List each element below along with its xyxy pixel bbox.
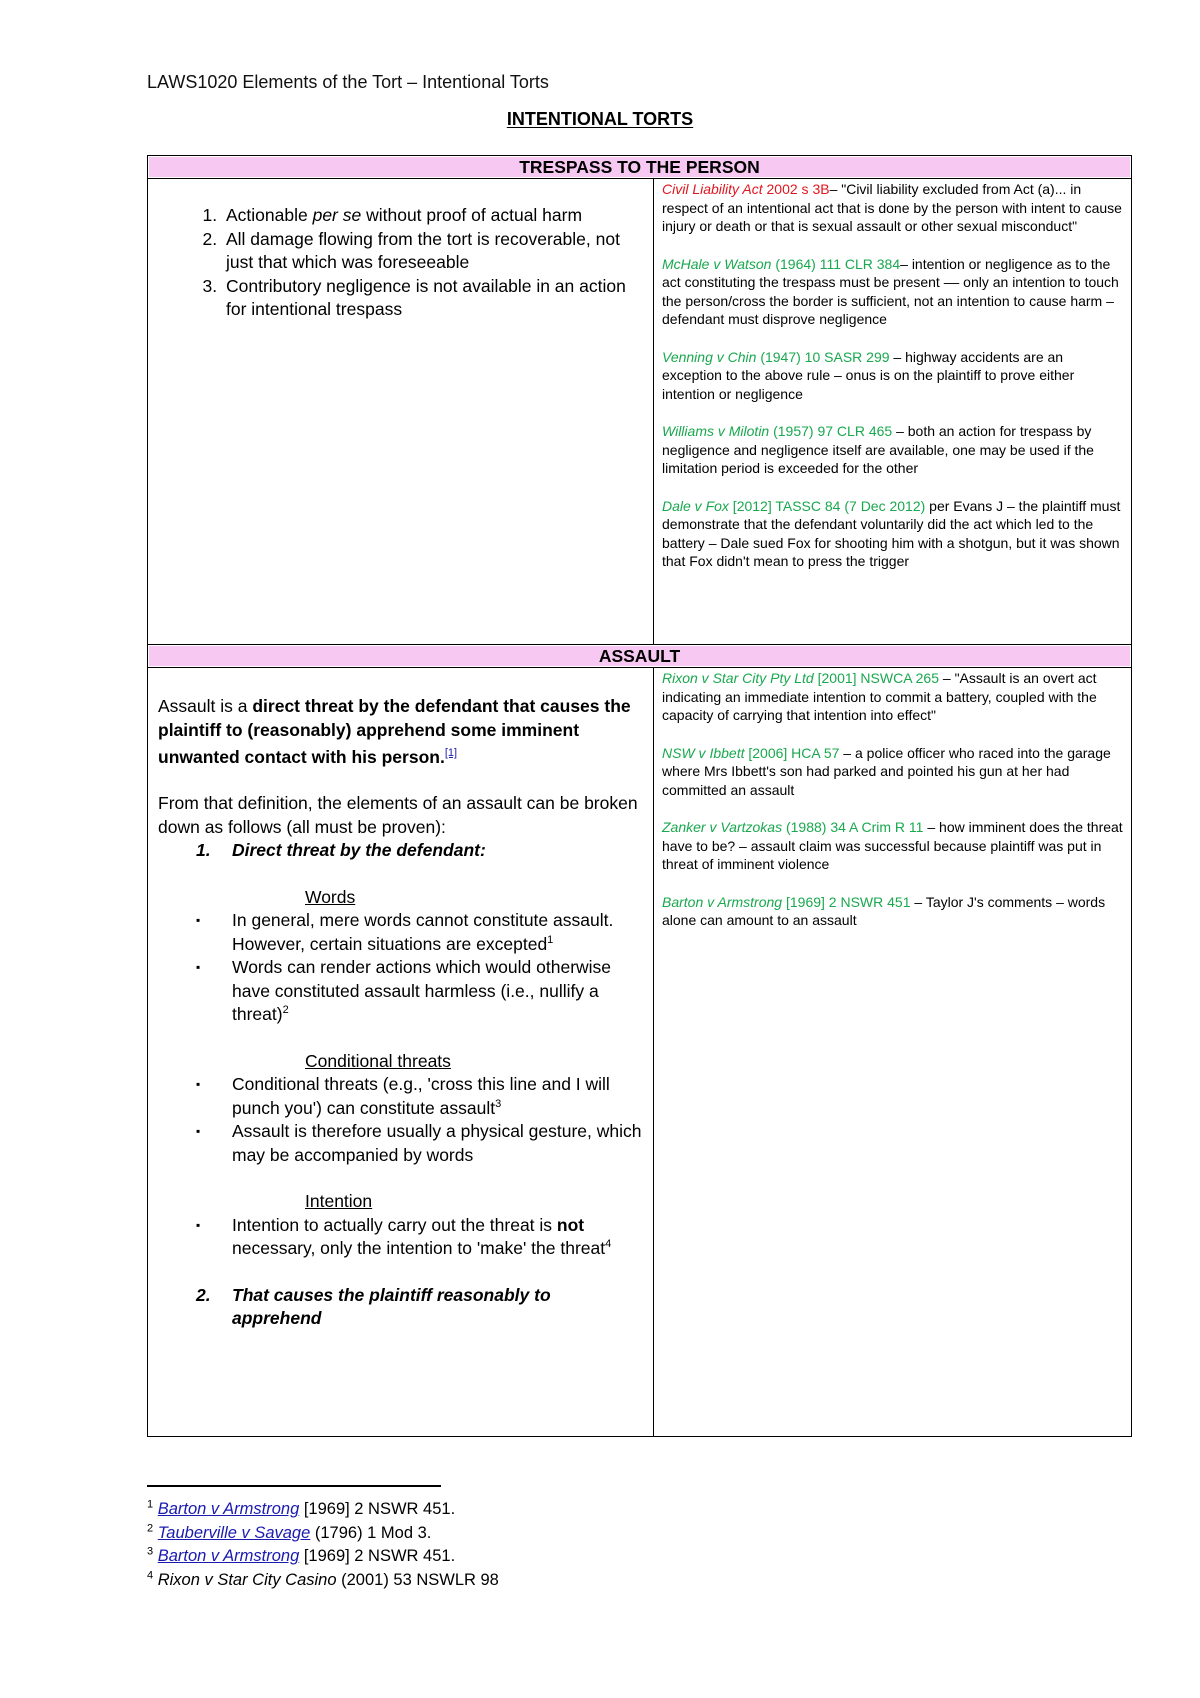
assault-table — [147, 644, 1132, 1437]
case-entry: Rixon v Star City Pty Ltd [2001] NSWCA 265 – "Assault is an overt act indicating an immediate intention to commit a battery, coupled with the capacity of carrying that intention into effect" — [662, 670, 1097, 723]
principle-item: 2. All damage flowing from the tort is recoverable, not just that which was foreseeable — [222, 228, 643, 275]
assault-heading: ASSAULT — [149, 646, 1130, 666]
footnote-separator — [147, 1485, 441, 1487]
endnote-ref[interactable]: [1] — [444, 747, 458, 759]
bullet-item: ▪ Words can render actions which would otherwise have constituted assault harmless (i.e., nullify a threat)$^2$ — [158, 956, 643, 1027]
trespass-heading: TRESPASS TO THE PERSON — [149, 157, 1130, 177]
footnote: $^2$ Tauberville v Savage (1796) 1 Mod 3. — [147, 1522, 432, 1542]
document-title: INTENTIONAL TORTS — [506, 109, 694, 129]
assault-cases — [662, 669, 1124, 949]
bullet-item: ▪ Intention to actually carry out the threat is not necessary, only the intention to 'make' the threat$^4$ — [158, 1214, 643, 1261]
conditional-subheading: Conditional threats — [305, 1050, 451, 1071]
column-divider — [653, 667, 654, 1436]
intention-subheading: Intention — [305, 1191, 373, 1212]
bullet-item: ▪ In general, mere words cannot constitute assault. However, certain situations are excepted$^1$ — [158, 909, 643, 956]
case-entry: Barton v Armstrong [1969] 2 NSWR 451 – Taylor J's comments – words alone can amount to an assault — [662, 893, 1106, 928]
case-entry: Venning v Chin (1947) 10 SASR 299 – highway accidents are an exception to the above rule – onus is on the plaintiff to prove either intention or negligence — [662, 348, 1075, 402]
assault-definition: Assault is a direct threat by the defendant that causes the plaintiff to (reasonably) apprehend some imminent unwanted contact with his person.[1] — [158, 696, 631, 767]
words-subheading: Words — [305, 886, 356, 907]
header-rule — [148, 178, 1131, 179]
footnote: $^4$ Rixon v Star City Casino (2001) 53 NSWLR 98 — [147, 1569, 499, 1589]
trespass-principles — [158, 204, 643, 322]
trespass-cases — [662, 180, 1124, 590]
footnote-link[interactable]: Barton v Armstrong — [157, 1500, 300, 1518]
running-header: LAWS1020 Elements of the Tort – Intentional Torts — [147, 72, 549, 92]
bullet-item: ▪ Assault is therefore usually a physical gesture, which may be accompanied by words — [158, 1120, 643, 1167]
footnote: $^1$ Barton v Armstrong [1969] 2 NSWR 451. — [147, 1498, 456, 1518]
case-entry: Dale v Fox [2012] TASSC 84 (7 Dec 2012) per Evans J – the plaintiff must demonstrate that the defendant voluntarily did the act which led to the battery – Dale sued Fox for shooting him with a shotgun, but it was shown that Fox didn't mean to press the trigger — [662, 497, 1121, 569]
assault-elements — [158, 695, 643, 1331]
column-divider — [653, 178, 654, 644]
case-entry: NSW v Ibbett [2006] HCA 57 – a police officer who raced into the garage where Mrs Ibbett's son had parked and pointed his gun at her had committed an assault — [662, 744, 1111, 798]
bullet-item: ▪ Conditional threats (e.g., 'cross this line and I will punch you') can constitute assault$^3$ — [158, 1073, 643, 1120]
header-rule — [148, 667, 1131, 668]
element-2: 2. That causes the plaintiff reasonably to apprehend — [196, 1284, 551, 1329]
trespass-table — [147, 155, 1132, 645]
assault-intro: From that definition, the elements of an assault can be broken down as follows (all must be proven): — [158, 793, 638, 837]
case-entry: Civil Liability Act 2002 s 3B– "Civil liability excluded from Act (a)... in respect of an intentional act that is done by the person with intent to cause injury or death or that is sexual assault or other sexual misconduct" — [662, 181, 1122, 234]
case-entry: Zanker v Vartzokas (1988) 34 A Crim R 11 – how imminent does the threat have to be? – assault claim was successful because plaintiff was put in threat of imminent violence — [662, 819, 1123, 872]
footnote: $^3$ Barton v Armstrong [1969] 2 NSWR 451. — [147, 1545, 456, 1565]
principle-item: 1. Actionable per se without proof of actual harm — [222, 204, 643, 228]
element-1: 1. Direct threat by the defendant: — [196, 840, 486, 861]
footnote-link[interactable]: Tauberville v Savage — [157, 1523, 311, 1542]
principle-item: 3. Contributory negligence is not available in an action for intentional trespass — [222, 275, 643, 322]
case-entry: McHale v Watson (1964) 111 CLR 384– intention or negligence as to the act constituting the trespass must be present –– only an intention to touch the person/cross the border is sufficient, not an intention to cause harm – defendant must disprove negligence — [662, 255, 1119, 327]
footnotes — [147, 1498, 499, 1592]
footnote-link[interactable]: Barton v Armstrong — [157, 1547, 300, 1565]
case-entry: Williams v Milotin (1957) 97 CLR 465 – both an action for trespass by negligence and negligence itself are available, one may be used if the limitation period is exceeded for the other — [662, 423, 1094, 476]
